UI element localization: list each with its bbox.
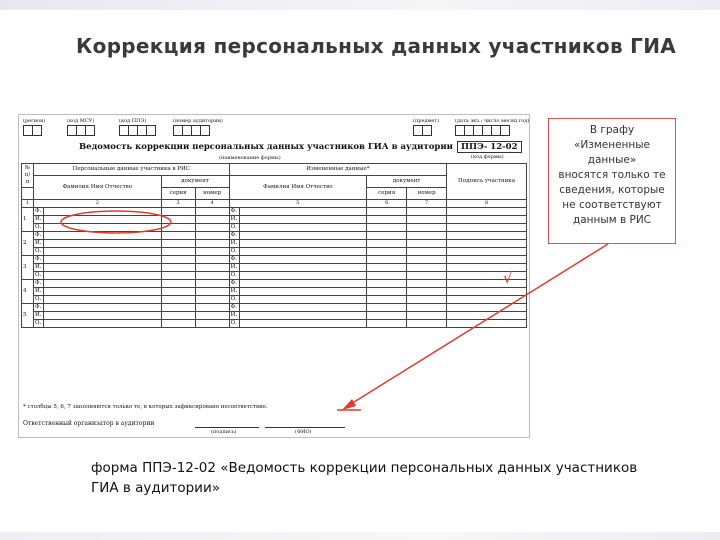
fio-letter: О.: [33, 224, 43, 232]
code-label: (предмет): [413, 118, 440, 124]
fio-letter-changed: И.: [230, 288, 238, 294]
fio-letter: И.: [34, 312, 42, 318]
fio-letter-changed: О.: [229, 248, 239, 256]
highlight-ellipse: [61, 211, 171, 233]
fio-letter-changed: Ф.: [229, 232, 239, 240]
row-number: 3: [22, 256, 34, 280]
form-code-note: (код формы): [471, 154, 504, 160]
col-number: 6: [367, 200, 407, 208]
signature-note: (подпись): [211, 429, 237, 435]
fio-letter-changed: И.: [230, 264, 238, 270]
col-number-changed-header: номер: [407, 188, 447, 200]
col-number: 3: [161, 200, 195, 208]
row-number: 1: [22, 208, 34, 232]
fio-letter: О.: [33, 320, 43, 328]
slide-title: Коррекция персональных данных участников ГИА: [76, 34, 677, 58]
callout-line: сведения, которые: [559, 184, 665, 196]
col-changed-header: Измененные данные*: [229, 164, 447, 176]
col-number-header: номер: [195, 188, 229, 200]
col-number: 5: [229, 200, 367, 208]
fio-letter: О.: [33, 272, 43, 280]
fio-note: (ФИО): [295, 429, 312, 435]
fio-letter: Ф.: [33, 304, 43, 312]
code-label: (регион): [23, 118, 46, 124]
callout-line: не соответствуют: [562, 199, 662, 211]
fio-letter: И.: [34, 240, 42, 246]
fio-letter: И.: [34, 216, 42, 222]
col-series-changed-header: серия: [367, 188, 407, 200]
code-label: (код МСУ): [67, 118, 95, 124]
fio-letter: Ф.: [33, 208, 43, 216]
fio-letter-changed: О.: [229, 296, 239, 304]
callout-line: данным в РИС: [572, 214, 652, 226]
col-number: 8: [447, 200, 527, 208]
organizer-label: Ответственный организатор в аудитории: [23, 420, 155, 427]
pointer-arrow-head: [342, 399, 356, 410]
col-number: 7: [407, 200, 447, 208]
col-signature-header: Подпись участника: [447, 164, 527, 200]
slide-caption: форма ППЭ-12-02 «Ведомость коррекции персональных данных участников ГИА в аудитории»: [91, 460, 638, 496]
col-number: 4: [195, 200, 229, 208]
code-label: (дата экз.: число месяц год): [455, 118, 530, 124]
col-ris-header: Персональные данные участника в РИС: [33, 164, 229, 176]
fio-letter-changed: И.: [230, 240, 238, 246]
col-num-header: № п/п: [22, 164, 34, 188]
fio-letter: И.: [34, 264, 42, 270]
check-mark: √: [503, 269, 513, 287]
fio-letter-changed: О.: [229, 320, 239, 328]
fio-letter-changed: О.: [229, 224, 239, 232]
row-number: 5: [22, 304, 34, 328]
col-number: 2: [33, 200, 161, 208]
fio-letter-changed: Ф.: [229, 208, 239, 216]
col-number: 1: [22, 200, 34, 208]
fio-letter: Ф.: [33, 232, 43, 240]
callout-line: данные»: [587, 154, 637, 166]
callout-line: В графу: [589, 124, 635, 136]
row-number: 4: [22, 280, 34, 304]
code-label: (номер аудитории): [173, 118, 223, 124]
fio-letter: И.: [34, 288, 42, 294]
fio-letter-changed: И.: [230, 216, 238, 222]
col-fio-changed-header: Фамилия Имя Отчество: [229, 176, 367, 200]
fio-letter-changed: И.: [230, 312, 238, 318]
fio-letter: О.: [33, 296, 43, 304]
form-caption-note: (наименование формы): [219, 155, 281, 161]
fio-letter-changed: Ф.: [229, 256, 239, 264]
callout-line: «Измененные: [573, 139, 651, 151]
callout-line: вносятся только те: [558, 169, 666, 181]
col-fio-header: Фамилия Имя Отчество: [33, 176, 161, 200]
code-label: (код ППЭ): [119, 118, 147, 124]
col-doc-changed-header: документ: [367, 176, 447, 188]
form-footnote: * столбцы 5, 6, 7 заполняются только те, в которых зафиксировано несоответствие.: [23, 404, 268, 410]
fio-letter: Ф.: [33, 280, 43, 288]
form-title: Ведомость коррекции персональных данных участников ГИА в аудитории: [79, 142, 453, 152]
col-doc-header: документ: [161, 176, 229, 188]
fio-letter: О.: [33, 248, 43, 256]
row-number: 2: [22, 232, 34, 256]
pointer-arrow-line: [346, 244, 608, 407]
fio-letter-changed: Ф.: [229, 304, 239, 312]
fio-letter-changed: О.: [229, 272, 239, 280]
fio-letter: Ф.: [33, 256, 43, 264]
col-series-header: серия: [161, 188, 195, 200]
form-code: ППЭ- 12-02: [457, 141, 522, 153]
fio-letter-changed: Ф.: [229, 280, 239, 288]
